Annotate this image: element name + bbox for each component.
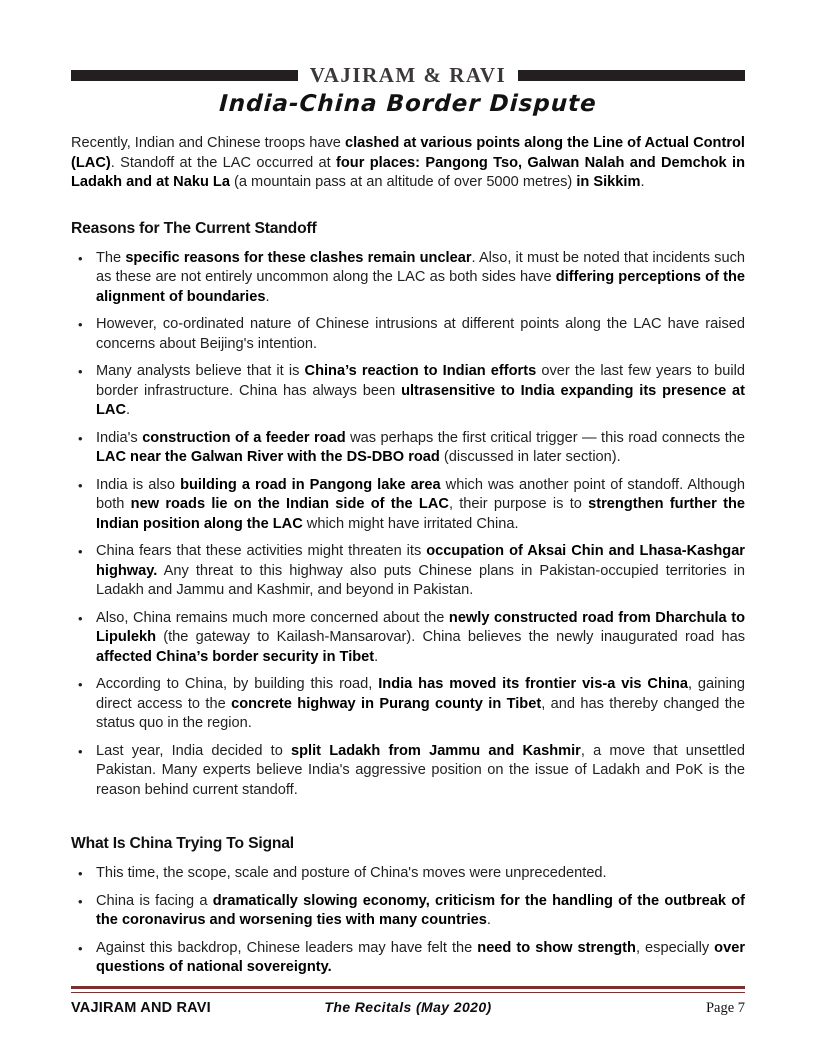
body-text: . (126, 402, 131, 418)
bold-text: China’s reaction to Indian efforts (304, 363, 537, 379)
list-item (71, 542, 745, 601)
body-text: , especially (635, 939, 715, 956)
body-text: India is also (96, 476, 181, 493)
bold-text: need to show strength (477, 939, 636, 956)
body-text: . (374, 648, 379, 665)
bold-text: LAC near the Galwan River with the DS-DBO road (96, 449, 440, 465)
bold-text: concrete highway in Purang county in Tibet (231, 695, 542, 712)
footer-publication-title: The Recitals (May 2020) (324, 998, 492, 1015)
header-brand-bar (71, 64, 745, 86)
bullet-list-reasons (71, 249, 745, 809)
body-text: was perhaps the first critical trigger — this road connects the (345, 429, 745, 446)
list-item (71, 476, 745, 535)
body-text: India's (96, 429, 143, 446)
bold-text: new roads lie on the Indian side of the LAC (130, 496, 449, 512)
body-text: . (640, 174, 645, 190)
body-text: . Standoff at the LAC occurred at (110, 154, 337, 171)
bold-text: in Sikkim (576, 174, 641, 190)
bold-text: differing perceptions of the alignment of boundaries (96, 269, 746, 305)
body-text: The (96, 249, 126, 266)
bold-text: construction of a feeder road (142, 429, 346, 446)
body-text: which was another point of standoff. Although both (96, 476, 745, 512)
bullet-list-signal (71, 864, 745, 986)
bold-text: dramatically slowing economy, criticism for the handling of the outbreak of the coronavirus and worsening ties with many countries (96, 892, 745, 928)
page-footer (71, 986, 745, 1017)
list-item (71, 249, 745, 308)
list-item (71, 362, 745, 421)
body-text: Also, China remains much more concerned about the (96, 609, 449, 626)
bold-text: ultrasensitive to India expanding its presence at LAC (96, 382, 745, 418)
list-item (71, 939, 745, 978)
header-bar-right (518, 70, 745, 81)
body-text: (a mountain pass at an altitude of over 5000 metres) (234, 174, 577, 190)
body-text: . (486, 912, 491, 928)
body-text: . (265, 288, 270, 305)
body-text: Recently, Indian and Chinese troops have (71, 135, 345, 151)
footer-divider (71, 986, 745, 993)
intro-paragraph (71, 134, 745, 193)
body-text: . Also, it must be noted that incidents such as these are not entirely uncommon along the LAC as both sides have (96, 249, 745, 285)
bold-text: clashed at various points along the Line of Actual Control (LAC) (71, 135, 745, 171)
body-text: , their purpose is to (448, 496, 589, 512)
brand-name: VAJIRAM & RAVI (309, 62, 507, 87)
body-text: Any threat to this highway also puts Chinese plans in Pakistan-occupied territories in Ladakh and Jammu and Kashmir, and beyond in Pakistan. (96, 562, 745, 598)
list-item (71, 429, 745, 468)
bold-text: strengthen further the Indian position along the LAC (96, 496, 746, 532)
header-bar-left (71, 70, 298, 81)
body-text: Last year, India decided to (96, 742, 292, 759)
bold-text: India has moved its frontier vis-a vis China (378, 676, 688, 692)
list-item (71, 892, 745, 931)
body-text: Against this backdrop, Chinese leaders may have felt the (96, 939, 478, 956)
section-heading-signal: What Is China Trying To Signal (71, 835, 294, 852)
body-text: over the last few years to build border infrastructure. China has always been (96, 363, 746, 399)
footer-page-number: Page 7 (705, 999, 746, 1016)
bold-text: occupation of Aksai Chin and Lhasa-Kashgar highway. (96, 543, 745, 579)
footer-org-name: VAJIRAM AND RAVI (71, 999, 211, 1016)
body-text: , and has thereby changed the status quo in the region. (96, 695, 745, 731)
list-item (71, 315, 745, 354)
body-text: This time, the scope, scale and posture of China's moves were unprecedented. (96, 865, 607, 881)
section-heading-reasons: Reasons for The Current Standoff (71, 219, 317, 237)
list-item (71, 609, 745, 668)
bold-text: building a road in Pangong lake area (180, 476, 441, 493)
bold-text: over questions of national sovereignty. (96, 939, 745, 975)
bold-text: specific reasons for these clashes remain unclear (125, 249, 472, 266)
body-text: However, co-ordinated nature of Chinese intrusions at different points along the LAC have raised concerns about Beijing's intention. (96, 316, 745, 352)
list-item (71, 675, 745, 734)
page-title: India-China Border Dispute (218, 91, 598, 117)
bold-text: newly constructed road from Dharchula to Lipulekh (96, 609, 746, 645)
body-text: China is facing a (96, 892, 213, 909)
body-text: Many analysts believe that it is (96, 363, 305, 379)
list-item (71, 864, 745, 884)
footer-row (71, 993, 745, 1017)
bold-text: split Ladakh from Jammu and Kashmir (291, 742, 581, 759)
body-text: , gaining direct access to the (96, 676, 745, 712)
list-item (71, 742, 745, 801)
bold-text: affected China’s border security in Tibet (96, 648, 375, 665)
body-text: which might have irritated China. (302, 515, 519, 532)
body-text: (the gateway to Kailash-Mansarovar). China believes the newly inaugurated road has (156, 629, 745, 645)
body-text: According to China, by building this road, (96, 676, 379, 692)
bold-text: four places: Pangong Tso, Galwan Nalah and Demchok in Ladakh and at Naku La (71, 154, 745, 190)
body-text: , a move that unsettled Pakistan. Many experts believe India's aggressive position on the issue of Ladakh and PoK is the reason behind current standoff. (96, 742, 745, 798)
body-text: China fears that these activities might threaten its (96, 543, 427, 559)
body-text: (discussed in later section). (439, 449, 621, 465)
